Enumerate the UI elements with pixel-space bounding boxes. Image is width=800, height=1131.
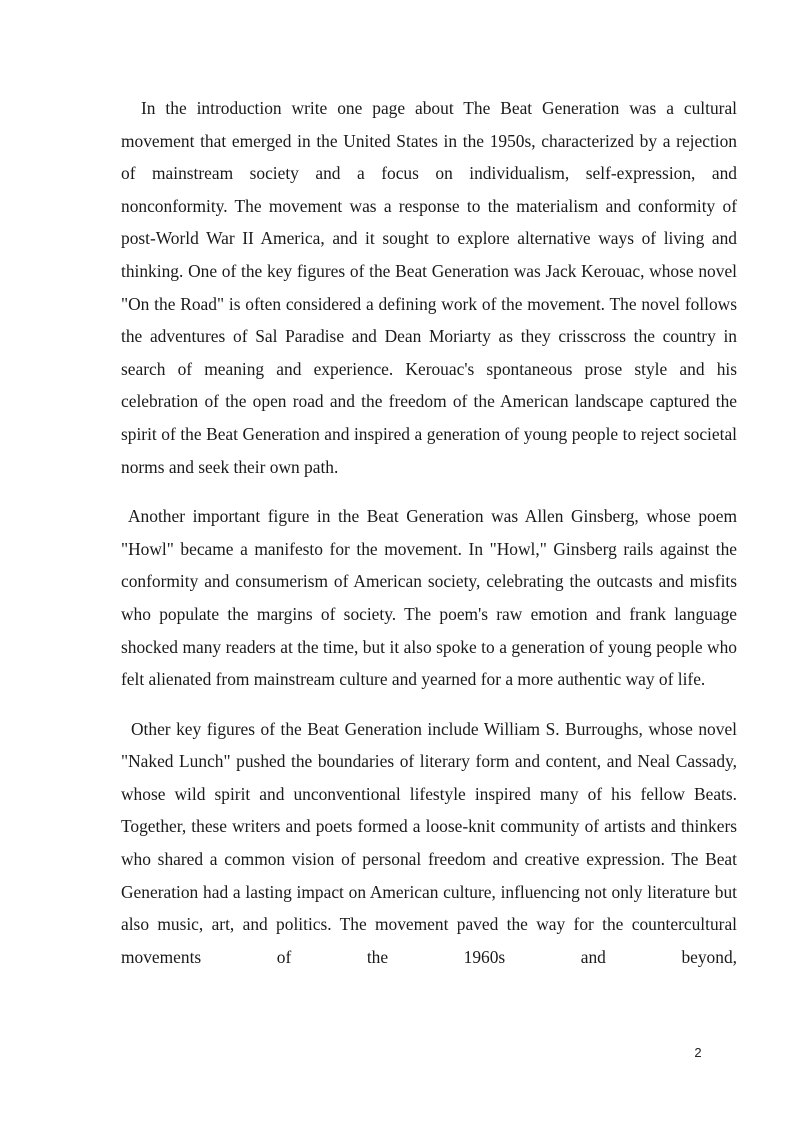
paragraph-other-key-figures: Other key figures of the Beat Generation include William S. Burroughs, whose novel "Naked Lunch" pushed the boundaries of literary form and content, and Neal Cassady, whose wild spirit and unconventional lifestyle inspired many of his fellow Beats. Together, these writers and poets formed a loose-knit community of artists and thinkers who shared a common vision of personal freedom and creative expression. The Beat Generation had a lasting impact on American culture, influencing not only literature but also music, art, and politics. The movement paved the way for the countercultural movements of the 1960s and beyond, [121,718,737,967]
paragraph-allen-ginsberg: Another important figure in the Beat Generation was Allen Ginsberg, whose poem "Howl" became a manifesto for the movement. In "Howl," Ginsberg rails against the conformity and consumerism of American society, celebrating the outcasts and misfits who populate the margins of society. The poem's raw emotion and frank language shocked many readers at the time, but it also spoke to a generation of young people who felt alienated from mainstream culture and yearned for a more authentic way of life. [121,506,737,690]
document-body [121,92,737,990]
paragraph-beat-generation-intro: In the introduction write one page about The Beat Generation was a cultural movement that emerged in the United States in the 1950s, characterized by a rejection of mainstream society and a focus on individualism, self-expression, and nonconformity. The movement was a response to the materialism and conformity of post-World War II America, and it sought to explore alternative ways of living and thinking. One of the key figures of the Beat Generation was Jack Kerouac, whose novel "On the Road" is often considered a defining work of the movement. The novel follows the adventures of Sal Paradise and Dean Moriarty as they crisscross the country in search of meaning and experience. Kerouac's spontaneous prose style and his celebration of the open road and the freedom of the American landscape captured the spirit of the Beat Generation and inspired a generation of young people to reject societal norms and seek their own path. [121,98,737,477]
page-number: 2 [694,1045,702,1060]
